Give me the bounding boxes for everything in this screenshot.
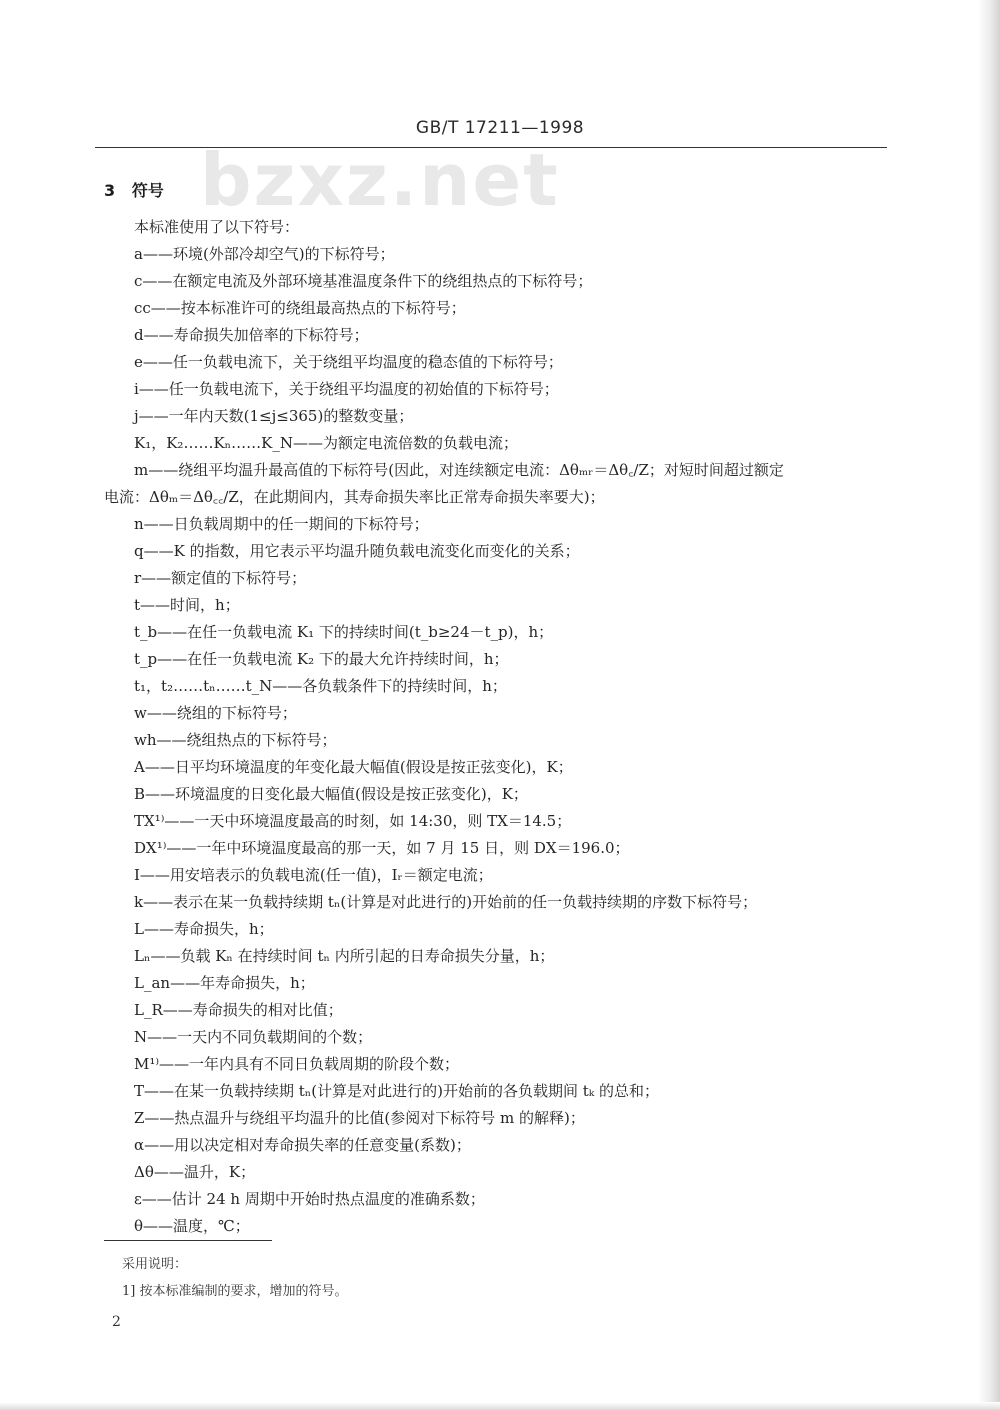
symbol-line: I——用安培表示的负载电流(任一值)，Iᵣ＝额定电流； <box>134 866 493 884</box>
symbol-line: TX¹⁾——一天中环境温度最高的时刻，如 14:30，则 TX＝14.5； <box>134 812 572 830</box>
symbol-line: Δθ——温升，K； <box>134 1163 256 1181</box>
symbol-line: α——用以决定相对寿命损失率的任意变量(系数)； <box>134 1136 471 1154</box>
symbol-line: a——环境(外部冷却空气)的下标符号； <box>134 245 395 263</box>
symbol-line: ε——估计 24 h 周期中开始时热点温度的准确系数； <box>134 1190 485 1208</box>
symbol-line: L_an——年寿命损失，h； <box>134 974 315 992</box>
symbol-line: c——在额定电流及外部环境基准温度条件下的绕组热点的下标符号； <box>134 272 593 290</box>
symbol-line: Lₙ——负载 Kₙ 在持续时间 tₙ 内所引起的日寿命损失分量，h； <box>134 947 555 965</box>
footnote-title: 采用说明： <box>122 1257 188 1272</box>
section-heading <box>104 178 164 201</box>
symbol-line: cc——按本标准许可的绕组最高热点的下标符号； <box>134 299 466 317</box>
symbol-line: M¹⁾——一年内具有不同日负载周期的阶段个数； <box>134 1055 460 1073</box>
watermark: bzxz.net <box>200 138 560 222</box>
symbol-line: DX¹⁾——一年中环境温度最高的那一天，如 7 月 15 日，则 DX＝196.0； <box>134 839 630 857</box>
symbol-line: q——K 的指数，用它表示平均温升随负载电流变化而变化的关系； <box>134 542 580 560</box>
header-divider <box>95 147 887 148</box>
symbol-line: t_b——在任一负载电流 K₁ 下的持续时间(t_b≥24－t_p)，h； <box>134 623 554 641</box>
symbol-line: N——一天内不同负载期间的个数； <box>134 1028 373 1046</box>
intro-text: 本标准使用了以下符号： <box>134 218 300 236</box>
symbol-line: e——任一负载电流下，关于绕组平均温度的稳态值的下标符号； <box>134 353 563 371</box>
symbol-list <box>104 214 894 1240</box>
symbol-line: t_p——在任一负载电流 K₂ 下的最大允许持续时间，h； <box>134 650 509 668</box>
symbol-line: t——时间，h； <box>134 596 240 614</box>
symbol-line: A——日平均环境温度的年变化最大幅值(假设是按正弦变化)，K； <box>134 758 573 776</box>
symbol-line: d——寿命损失加倍率的下标符号； <box>134 326 369 344</box>
page-edge-shadow <box>978 0 1000 1410</box>
symbol-line: m——绕组平均温升最高值的下标符号(因此，对连续额定电流：Δθₘᵣ＝Δθ꜀/Z；对短时间超过额定 <box>134 461 784 479</box>
symbol-line: L——寿命损失，h； <box>134 920 274 938</box>
symbol-line: θ——温度，℃； <box>134 1217 250 1235</box>
symbol-line: j——一年内天数(1≤j≤365)的整数变量； <box>134 407 414 425</box>
symbol-line: w——绕组的下标符号； <box>134 704 297 722</box>
footnote-divider <box>104 1240 272 1241</box>
symbol-line: Z——热点温升与绕组平均温升的比值(参阅对下标符号 m 的解释)； <box>134 1109 585 1127</box>
symbol-line: r——额定值的下标符号； <box>134 569 307 587</box>
section-title: 符号 <box>131 181 164 200</box>
page-bottom-shadow <box>0 1402 1000 1410</box>
symbol-line: T——在某一负载持续期 tₙ(计算是对此进行的)开始前的各负载期间 tₖ 的总和； <box>134 1082 660 1100</box>
symbol-line: B——环境温度的日变化最大幅值(假设是按正弦变化)，K； <box>134 785 528 803</box>
symbol-line: t₁，t₂……tₙ……t_N——各负载条件下的持续时间，h； <box>134 677 507 695</box>
symbol-line: wh——绕组热点的下标符号； <box>134 731 337 749</box>
symbol-line: L_R——寿命损失的相对比值； <box>134 1001 343 1019</box>
page-number: 2 <box>112 1314 121 1330</box>
symbol-line: k——表示在某一负载持续期 tₙ(计算是对此进行的)开始前的任一负载持续期的序数下标符号； <box>134 893 758 911</box>
standard-code-header: GB/T 17211—1998 <box>415 118 585 138</box>
symbol-line: K₁，K₂……Kₙ……K_N——为额定电流倍数的负载电流； <box>134 434 518 452</box>
symbol-line: i——任一负载电流下，关于绕组平均温度的初始值的下标符号； <box>134 380 559 398</box>
symbol-line: n——日负载周期中的任一期间的下标符号； <box>134 515 429 533</box>
footnote-text: 1] 按本标准编制的要求，增加的符号。 <box>122 1284 348 1299</box>
section-number: 3 <box>104 181 116 200</box>
symbol-line-continuation: 电流：Δθₘ＝Δθ꜀꜀/Z，在此期间内，其寿命损失率比正常寿命损失率要大)； <box>104 488 605 506</box>
